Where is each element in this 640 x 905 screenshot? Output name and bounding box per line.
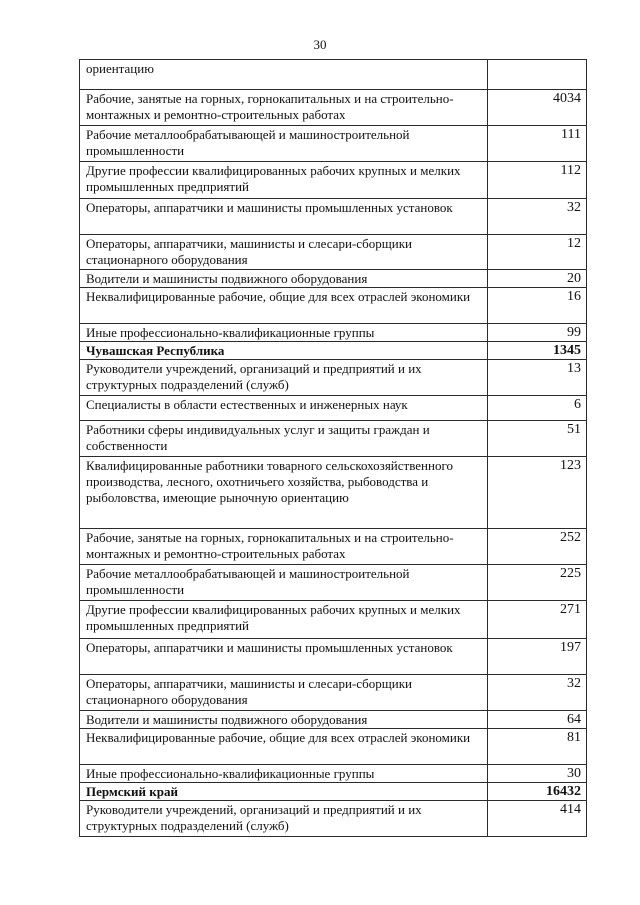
table-row: [80, 675, 587, 711]
group-value: 112: [488, 162, 587, 199]
group-value: 271: [488, 601, 587, 639]
group-label: Водители и машинисты подвижного оборудования: [80, 711, 488, 729]
group-value: 30: [488, 765, 587, 783]
group-label: ориентацию: [80, 60, 488, 90]
group-label: Операторы, аппаратчики и машинисты промышленных установок: [80, 639, 488, 675]
table-row: [80, 270, 587, 288]
group-label: Неквалифицированные рабочие, общие для всех отраслей экономики: [80, 729, 488, 765]
table-row: [80, 765, 587, 783]
region-row: [80, 342, 587, 360]
table-row: [80, 60, 587, 90]
table-row: [80, 529, 587, 565]
group-label: Иные профессионально-квалификационные группы: [80, 765, 488, 783]
table-row: [80, 601, 587, 639]
group-label: Операторы, аппаратчики, машинисты и слесари-сборщики стационарного оборудования: [80, 235, 488, 270]
table-row: [80, 235, 587, 270]
group-label: Неквалифицированные рабочие, общие для всех отраслей экономики: [80, 288, 488, 324]
table-row: [80, 90, 587, 126]
group-label: Операторы, аппаратчики и машинисты промышленных установок: [80, 199, 488, 235]
table-row: [80, 421, 587, 457]
group-value: 225: [488, 565, 587, 601]
table-row: [80, 324, 587, 342]
group-value: 252: [488, 529, 587, 565]
table-row: [80, 639, 587, 675]
group-value: [488, 60, 587, 90]
group-label: Рабочие металлообрабатывающей и машиностроительной промышленности: [80, 126, 488, 162]
region-row: [80, 783, 587, 801]
table-row: [80, 729, 587, 765]
group-label: Квалифицированные работники товарного сельскохозяйственного производства, лесного, охотничьего хозяйства, рыбоводства и рыболовства, имеющие рыночную ориентацию: [80, 457, 488, 529]
group-value: 4034: [488, 90, 587, 126]
group-label: Специалисты в области естественных и инженерных наук: [80, 396, 488, 421]
group-value: 20: [488, 270, 587, 288]
group-label: Другие профессии квалифицированных рабочих крупных и мелких промышленных предприятий: [80, 162, 488, 199]
page-number: 30: [313, 37, 327, 52]
region-name: Пермский край: [80, 783, 488, 801]
group-label: Рабочие металлообрабатывающей и машиностроительной промышленности: [80, 565, 488, 601]
region-total: 1345: [488, 342, 587, 360]
table-row: [80, 199, 587, 235]
table-row: [80, 396, 587, 421]
group-label: Операторы, аппаратчики, машинисты и слесари-сборщики стационарного оборудования: [80, 675, 488, 711]
region-total: 16432: [488, 783, 587, 801]
group-label: Иные профессионально-квалификационные группы: [80, 324, 488, 342]
group-value: 99: [488, 324, 587, 342]
group-label: Руководители учреждений, организаций и предприятий и их структурных подразделений (служб): [80, 360, 488, 396]
table-body: [80, 60, 587, 837]
table-row: [80, 288, 587, 324]
table-row: [80, 801, 587, 837]
group-value: 64: [488, 711, 587, 729]
statistics-table: [79, 59, 587, 837]
group-label: Рабочие, занятые на горных, горнокапитальных и на строительно-монтажных и ремонтно-строительных работах: [80, 90, 488, 126]
group-label: Водители и машинисты подвижного оборудования: [80, 270, 488, 288]
group-value: 81: [488, 729, 587, 765]
group-value: 13: [488, 360, 587, 396]
group-label: Другие профессии квалифицированных рабочих крупных и мелких промышленных предприятий: [80, 601, 488, 639]
group-value: 414: [488, 801, 587, 837]
table-row: [80, 457, 587, 529]
region-name: Чувашская Республика: [80, 342, 488, 360]
group-value: 197: [488, 639, 587, 675]
group-value: 51: [488, 421, 587, 457]
group-label: Работники сферы индивидуальных услуг и защиты граждан и собственности: [80, 421, 488, 457]
group-value: 6: [488, 396, 587, 421]
table-row: [80, 360, 587, 396]
group-label: Рабочие, занятые на горных, горнокапитальных и на строительно-монтажных и ремонтно-строительных работах: [80, 529, 488, 565]
group-value: 12: [488, 235, 587, 270]
group-value: 123: [488, 457, 587, 529]
group-value: 32: [488, 675, 587, 711]
group-value: 16: [488, 288, 587, 324]
table-row: [80, 565, 587, 601]
group-label: Руководители учреждений, организаций и предприятий и их структурных подразделений (служб): [80, 801, 488, 837]
table-row: [80, 126, 587, 162]
table-row: [80, 162, 587, 199]
table-row: [80, 711, 587, 729]
group-value: 111: [488, 126, 587, 162]
group-value: 32: [488, 199, 587, 235]
